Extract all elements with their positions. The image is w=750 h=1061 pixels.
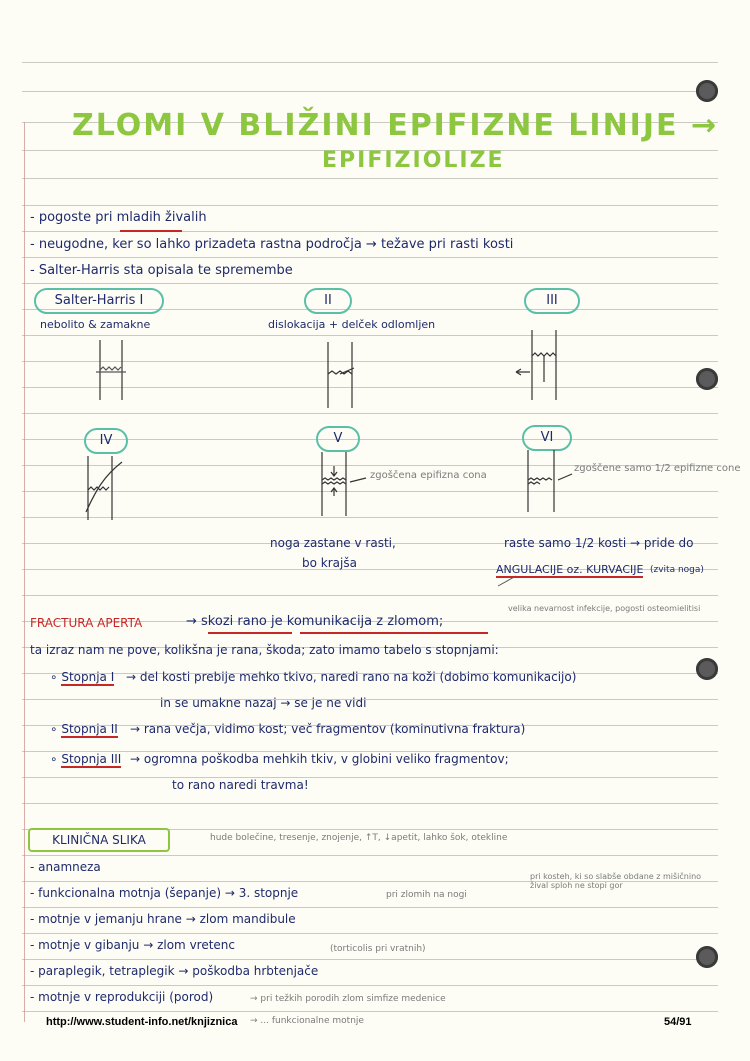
stopnja-3-text2: to rano naredi travma! <box>172 778 309 792</box>
note-porod: → pri težkih porodih zlom simfize medenice <box>250 994 446 1004</box>
salter-harris-bubble-6: VI <box>522 425 572 451</box>
salter-harris-bubble-4: IV <box>84 428 128 454</box>
result-type-6-line3: (zvita noga) <box>650 565 704 575</box>
aperta-line2: ta izraz nam ne pove, kolikšna je rana, škoda; zato imamo tabelo s stopnjami: <box>30 643 499 657</box>
stopnja-1-text2: in se umakne nazaj → se je ne vidi <box>160 696 367 710</box>
result-type-5-line1: noga zastane v rasti, <box>270 536 396 550</box>
intro-line: - Salter-Harris sta opisala te spremembe <box>30 263 293 278</box>
note-sepanje: pri zlomih na nogi <box>386 890 467 900</box>
salter-harris-bubble-2: II <box>304 288 352 314</box>
aperta-side-note: velika nevarnost infekcije, pogosti osteomielitisi <box>508 604 701 613</box>
stopnja-3-label: ∘ Stopnja III <box>50 752 122 766</box>
stopnja-3-text: → ogromna poškodba mehkih tkiv, v globini veliko fragmentov; <box>130 752 509 766</box>
intro-line: - pogoste pri mladih živalih <box>30 210 207 225</box>
page-number: 54/91 <box>664 1016 692 1028</box>
stopnja-1-text: → del kosti prebije mehko tkivo, naredi rano na koži (dobimo komunikacijo) <box>126 670 577 684</box>
stopnja-2-label: ∘ Stopnja II <box>50 722 118 736</box>
aperta-heading: FRACTURA APERTA <box>30 616 143 630</box>
result-type-5-line2: bo krajša <box>302 556 357 570</box>
page-title: ZLOMI V BLIŽINI EPIFIZNE LINIJE → <box>72 108 719 143</box>
klinicna-item: - motnje v jemanju hrane → zlom mandibule <box>30 912 296 926</box>
stopnja-2-text: → rana večja, vidimo kost; več fragmentov (kominutivna fraktura) <box>130 722 526 736</box>
salter-harris-bubble-5: V <box>316 426 360 452</box>
klinicna-item: - funkcionalna motnja (šepanje) → 3. stopnje <box>30 886 299 900</box>
result-type-6-line2: ANGULACIJE oz. KURVACIJE <box>496 563 644 576</box>
klinicna-item: - motnje v reprodukciji (porod) <box>30 990 214 1004</box>
note-type-5: zgoščena epifizna cona <box>370 470 487 481</box>
footer-url[interactable]: http://www.student-info.net/knjiznica <box>46 1016 238 1028</box>
note-last: → ... funkcionalne motnje <box>250 1016 364 1026</box>
klinicna-item: - anamneza <box>30 860 101 874</box>
note-type-6: zgoščene samo 1/2 epifizne cone <box>574 463 741 474</box>
klinicna-slika-heading: KLINIČNA SLIKA <box>28 828 170 852</box>
note-vretenc: (torticolis pri vratnih) <box>330 944 426 954</box>
intro-line: - neugodne, ker so lahko prizadeta rastna področja → težave pri rasti kosti <box>30 237 514 252</box>
note-type-2: dislokacija + delček odlomljen <box>268 318 436 331</box>
salter-harris-bubble-1: Salter-Harris I <box>34 288 164 314</box>
result-type-6-line1: raste samo 1/2 kosti → pride do <box>504 536 694 550</box>
note-sepanje-side: pri kosteh, ki so slabše obdane z mišičnino žival sploh ne stopi gor <box>530 872 702 890</box>
page-subtitle: EPIFIZIOLIZE <box>322 148 505 173</box>
klinicna-item: - motnje v gibanju → zlom vretenc <box>30 938 236 952</box>
stopnja-1-label: ∘ Stopnja I <box>50 670 115 684</box>
note-type-1: nebolito & zamakne <box>40 318 151 331</box>
salter-harris-bubble-3: III <box>524 288 580 314</box>
klinicna-aside: hude bolečine, tresenje, znojenje, ↑T, ↓apetit, lahko šok, otekline <box>210 833 508 843</box>
aperta-definition: → skozi rano je komunikacija z zlomom; <box>186 614 444 629</box>
klinicna-item: - paraplegik, tetraplegik → poškodba hrbtenjače <box>30 964 319 978</box>
